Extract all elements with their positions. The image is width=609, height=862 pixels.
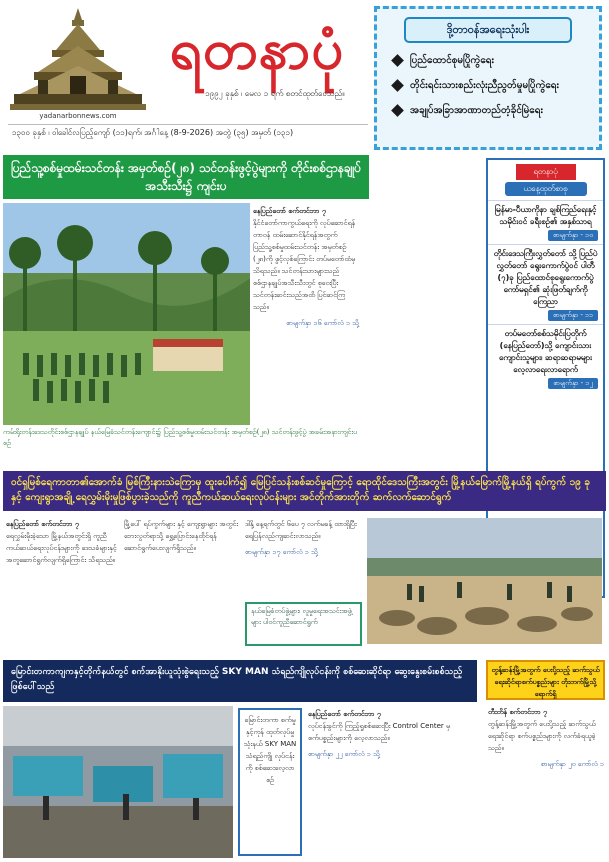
- slogan-box: [374, 6, 602, 150]
- slogan-item: [393, 103, 591, 118]
- story-column: [124, 518, 239, 554]
- dateline: နေပြည်တော် စက်တင်ဘာ ၇: [253, 207, 326, 215]
- page-reference[interactable]: စာမျက်နှာ - ၁၁: [548, 310, 598, 321]
- masthead: [0, 0, 609, 145]
- story-body: မြို့ပေါ် ရပ်ကွက်များ နှင့် ကျေးရွာများ အတွင်း ဘေးလွတ်ရာသို့ ရွှေ့ပြောင်းနေထိုင်ရန် ဆောင်ရွက်ပေးလျက်ရှိသည်။: [124, 520, 239, 552]
- slogan-item: [393, 78, 591, 93]
- sidebar-item-text: မြန်မာ-ပီယာကိုနာ ချစ်ကြည်ရေးနှင့် သမိုင်းဝင် ခရီးစဉ်၏ အနှစ်သာရ: [494, 205, 597, 226]
- lead-story-text: [250, 203, 362, 433]
- story-column: [6, 518, 118, 566]
- story-body: ရေလွှမ်းမိုးခဲ့သော မြို့နယ်အတွင်းရှိ ကူညီကယ်ဆယ်ရေးလုပ်ငန်းများကို ဒေသခံများနှင့် အတူဆောင်ရွက်လျက်ရှိကြောင်း သိရသည်။: [6, 532, 117, 564]
- slogan-item: [393, 53, 591, 68]
- continue-link[interactable]: စာမျက်နှာ ၁၆ ကော်လံ ၁ သို့: [286, 319, 359, 327]
- page-reference[interactable]: စာမျက်နှာ - ၁၀: [548, 230, 598, 241]
- pagoda-logo: [8, 6, 148, 120]
- sidebar-title: ယနေ့ထုတ်စာစု: [505, 182, 587, 196]
- sidebar-brand: ရတနာပုံ: [516, 164, 576, 180]
- continue-link[interactable]: စာမျက်နှာ ၂၀ ကော်လံ ၁: [540, 760, 604, 768]
- story-body: နိုင်ငံတော်ကာကွယ်ရေးကို လုပ်ဆောင်ရန် တာဝန် ထမ်းဆောင်နိုင်ရန်အတွက် ပြည်သူ့စစ်မှုထမ်းသင်တန်း အမှတ်စဉ် (၂၈)ကို ဖွင့်လှစ်ကြောင်း တပ်မတော်ထံမှ သိရသည်။ သင်တန်းသားများသည် စစ်ဌာနချုပ်အသီးသီးတွင် စုဝေးပြီး သင်တန်းဆင်းသည်အထိ ပြင်ဆင်ကြသည်။: [253, 219, 356, 311]
- dateline: နေပြည်တော် စက်တင်ဘာ ၇: [308, 710, 381, 718]
- story-column: [308, 708, 478, 760]
- paper-name: ရတနာပုံ: [169, 16, 345, 82]
- diamond-bullet-icon: [391, 54, 404, 67]
- story-body: တွန့်ဆန်းမြို့အတွက် ပေးပို့သည့် ဆက်သွယ်ရေးဆိုင်ရာ စက်ပစ္စည်းများကို လက်ခံရယူခဲ့သည်။: [488, 720, 596, 752]
- continue-link[interactable]: စာမျက်နှာ ၂၂ ကော်လံ ၁ သို့: [308, 750, 380, 758]
- page-reference[interactable]: စာမျက်နှာ - ၁၂: [548, 378, 598, 389]
- sidebar-item-text: တပ်မတော်စစ်သမိုင်းပြတိုက် (နေပြည်တော်)သို့ ကျောင်းသား ကျောင်းသူများ၊ ဆရာဆရာမများ လေ့လာရေးလာရောက်: [498, 329, 593, 374]
- dateline: တီးတိန် စက်တင်ဘာ ၇: [488, 708, 547, 716]
- boxed-quote: နယ်မြေခံတပ်ဖွဲ့များ၊ လူမှုရေးအသင်းအဖွဲ့များ ပါဝင်ကူညီဆောင်ရွက်: [245, 602, 362, 646]
- dateline: နေပြည်တော် စက်တင်ဘာ ၇: [6, 520, 79, 528]
- sidebar-item[interactable]: [488, 200, 603, 244]
- photo-caption: ကမ်းရိုးတန်းဒေသတိုင်းစစ်ဌာနချုပ် နယ်မြေခံသင်တန်းကျောင်း၌ ပြည်သူ့စစ်မှုထမ်းသင်တန်း အမှတ်စဉ်(၂၈) သင်တန်းဖွင့်ပွဲ အခမ်းအနားကျင်းပစဉ်: [3, 428, 358, 447]
- continue-link[interactable]: စာမျက်နှာ ၁၇ ကော်လံ ၁ သို့: [245, 548, 318, 556]
- telecom-headline[interactable]: တွန့်ဆန်းမြို့အတွက် ပေးပို့သည့် ဆက်သွယ်ရေးဆိုင်ရာစက်ပစ္စည်းများ တိုးတက်မြို့သို့ ရောက်ရှိ: [486, 660, 605, 700]
- factory-headline[interactable]: မြောင်းတကာကျကနှင့်တိုက်နယ်တွင် စက်အာနိုးယူသုံးစွဲရေးသည့် SKY MAN သံရည်ကျိုလုပ်ငန်းကို စစ်ဆေးဆိုင်ရာ ဆွေးနွေးစမ်းစစ်သည့် ဖြစ်ပေါ်သည်: [3, 660, 477, 702]
- diamond-bullet-icon: [391, 79, 404, 92]
- flood-headline[interactable]: ဝင်ရှမြစ်ရေကာတာ၏အောက်ခံ မြစ်ကြီးနားသဲကြောမှ ထူးပေါက်၍ မြေပြင်သန်းစစ်ဆင်မှုကြောင့် ရောထိုင်ဒေသကြီးအတွင်း မြို့နယ်မြောက်မြို့နယ်ရှိ ရပ်ကွက် ၁၉ ခုနှင့် ကျေးရွာအချို့ ရေလွှမ်းမိုးမှုဖြစ်ပွားခဲ့သည်ကို ကူညီကယ်ဆယ်ရေးလုပ်ငန်းများ အင်တိုက်အားတိုက် ဆက်လက်ဆောင်ရွက်: [3, 471, 606, 511]
- sidebar-item-text: တိုင်းဒေသကြီးလွှတ်တော် သို့ ပြည်ပဲလွှတ်တော် ရွေးကောက်ပွဲဝင် ပါတီ (၇)ခု ပြည်ထောင်စုရွေးကောက်ပွဲ ကော်မရှင်၏ ဆုံးဖြတ်ချက်ကို ကြေညာ: [493, 249, 598, 306]
- slogan-text: ပြည်ထောင်စုမပြိုကွဲရေး: [410, 55, 495, 66]
- founding-line: ၁၉၉၂ ခုနှစ် ၊ မေလ ၁ ရက် စတင်ထုတ်ဝေသည်။: [205, 89, 345, 98]
- diamond-bullet-icon: [391, 104, 404, 117]
- slogan-title: ဒို့တာဝန်အရေးသုံးပါး: [404, 17, 572, 43]
- slogan-text: အချုပ်အခြာအာဏာတည်တံ့ခိုင်မြဲရေး: [410, 105, 544, 116]
- website-url[interactable]: yadanarbonnews.com: [39, 112, 117, 120]
- slogan-text: တိုင်းရင်းသားစည်းလုံးညီညွတ်မှုမပြိုကွဲရေး: [410, 80, 560, 91]
- lead-headline[interactable]: ပြည်သူ့စစ်မှုထမ်းသင်တန်း အမှတ်စဉ်(၂၈) သင်တန်းဖွင့်ပွဲများကို တိုင်းစစ်ဌာနချုပ်အသီးသီး၌ ကျင်းပ: [3, 155, 369, 199]
- story-column: [488, 706, 604, 770]
- flood-photo: [367, 518, 602, 644]
- story-body: လုပ်ငန်းခွင်ကို ကြည့်ရှုစစ်ဆေးပြီး Control Center မှ စက်ပစ္စည်းများကို လေ့လာသည်။: [308, 722, 450, 742]
- story-column: [245, 518, 362, 558]
- sidebar-item[interactable]: [488, 324, 603, 392]
- date-bar: ၁၃ဝဝ ခုနှစ် ၊ ဝါခေါင်လပြည့်ကျော် (၁၁)ရက်၊ အင်္ဂါနေ့ (8-9-2026) အတွဲ (၃၅) အမှတ် (၁၃၁): [8, 124, 368, 140]
- factory-photo: [3, 706, 233, 858]
- story-body: ဒါနို့ နေ့ရက်တွင် ၆ပေ ၇ လက်မခန့် ထားရှိပြီး ရေပြန်လည်ကျဆင်းလာသည်။: [245, 520, 357, 540]
- sidebar-item[interactable]: [488, 244, 603, 324]
- factory-caption: မြောင်းတကာ စက်မှုနှင့်ကုန် ထုတ်လုပ်မှုသုံးနယ် SKY MAN သံရည်ကျို လုပ်ငန်းကို စစ်ဆေးလေ့လာစဉ်: [238, 708, 302, 856]
